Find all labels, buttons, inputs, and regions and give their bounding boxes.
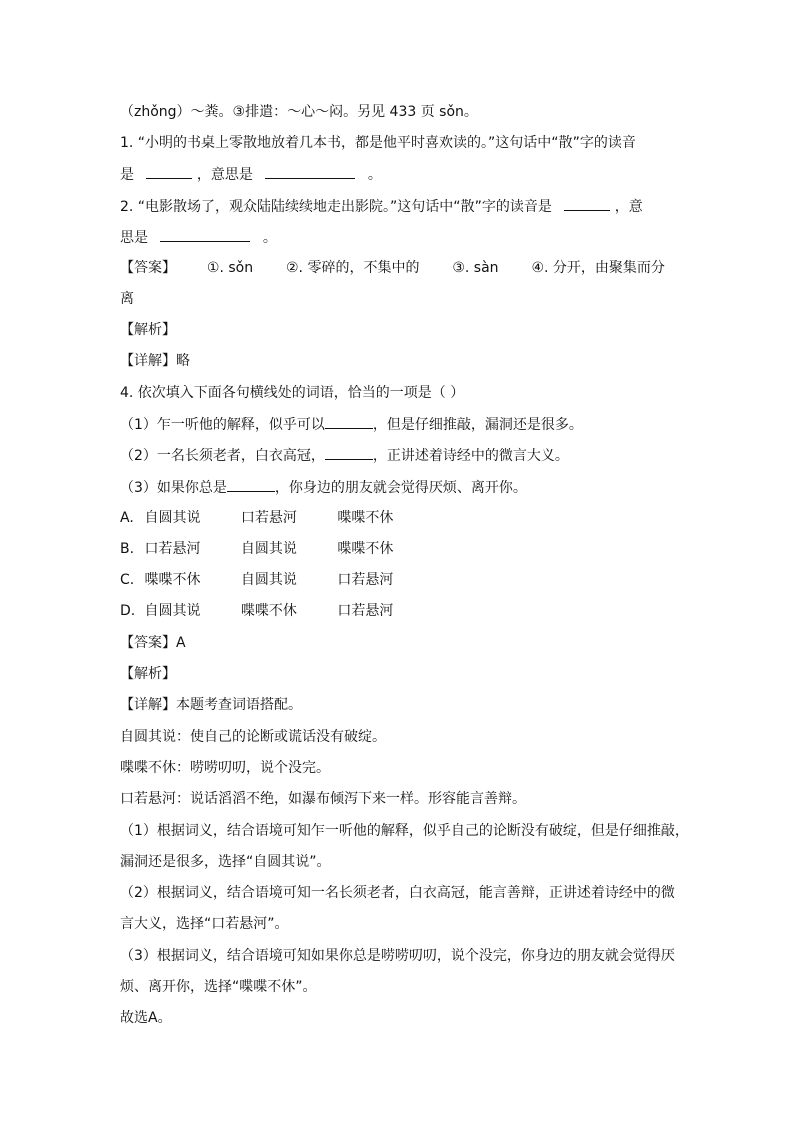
analysis-label: 【解析】 (120, 666, 176, 682)
explanation-1-cont: 漏洞还是很多，选择“自圆其说”。 (120, 854, 331, 870)
text: （1）乍一听他的解释，似乎可以 (120, 417, 325, 433)
text: 是 (120, 167, 134, 183)
option-d (120, 601, 393, 621)
question-2-line-1 (120, 196, 643, 217)
answer-blank (160, 227, 250, 242)
option-word: 口若悬河 (144, 541, 201, 557)
answer-part: ①. sǒn (206, 260, 254, 276)
question-1-line-2 (120, 164, 382, 185)
explanation-3: （3）根据词义，结合语境可知如果你总是唠唠叨叨，说个没完，你身边的朋友就会觉得厌 (120, 948, 675, 964)
definition-1: 自圆其说：使自己的论断或谎话没有破绽。 (120, 729, 386, 745)
text: ，意 (614, 199, 643, 215)
answer-blank (325, 445, 373, 460)
answer-part: ④. 分开，由聚集而分 (531, 260, 665, 276)
answer-blank (564, 196, 610, 211)
option-word: 自圆其说 (144, 510, 201, 526)
answer-part: ③. sàn (452, 260, 499, 276)
answer-4: 【答案】A (120, 635, 186, 651)
option-label: B. (120, 541, 135, 557)
answer-blank (227, 477, 275, 492)
analysis-label: 【解析】 (120, 322, 176, 338)
detail-label: 【详解】本题考查词语搭配。 (120, 697, 302, 713)
answer-1-cont: 离 (120, 291, 134, 307)
option-label: D. (120, 603, 136, 619)
option-word: 口若悬河 (337, 572, 394, 588)
option-c (120, 570, 393, 590)
option-word: 喋喋不休 (144, 572, 201, 588)
question-4-sentence-3 (120, 477, 527, 498)
text: ，意思是 (196, 167, 253, 183)
option-label: A. (120, 510, 134, 526)
text: （3）如果你总是 (120, 480, 227, 496)
option-word: 喋喋不休 (240, 603, 297, 619)
text: ，你身边的朋友就会觉得厌烦、离开你。 (274, 480, 527, 496)
option-word: 自圆其说 (240, 572, 297, 588)
answer-part: ②. 零碎的，不集中的 (286, 260, 420, 276)
option-a (120, 508, 393, 528)
text: 思是 (120, 230, 148, 246)
option-word: 自圆其说 (240, 541, 297, 557)
answer-blank (325, 414, 373, 429)
text: ，但是仔细推敲，漏洞还是很多。 (372, 417, 583, 433)
question-4: 4. 依次填入下面各句横线处的词语，恰当的一项是（ ） (120, 385, 465, 401)
definition-3: 口若悬河：说话滔滔不绝，如瀑布倾泻下来一样。形容能言善辩。 (120, 791, 526, 807)
answer-1-line (120, 258, 665, 278)
text: 2. “电影散场了，观众陆陆续续地走出影院。”这句话中“散”字的读音是 (120, 199, 552, 215)
answer-blank (265, 164, 355, 179)
text: 。 (367, 167, 382, 183)
final-answer: 故选A。 (120, 1010, 172, 1026)
option-word: 自圆其说 (144, 603, 201, 619)
text: （2）一名长须老者，白衣高冠， (120, 448, 325, 464)
text: ，正讲述着诗经中的微言大义。 (372, 448, 569, 464)
explanation-2-cont: 言大义，选择“口若悬河”。 (120, 916, 289, 932)
option-word: 喋喋不休 (337, 510, 394, 526)
question-4-sentence-1 (120, 414, 583, 435)
text: 。 (262, 230, 277, 246)
option-label: C. (120, 572, 135, 588)
text-line: （zhǒng）～粪。③排遣：～心～闷。另见 433 页 sǒn。 (120, 104, 478, 120)
definition-2: 喋喋不休：唠唠叨叨，说个没完。 (120, 760, 330, 776)
option-word: 口若悬河 (240, 510, 297, 526)
detail-label: 【详解】略 (120, 353, 190, 369)
option-b (120, 539, 393, 559)
option-word: 喋喋不休 (337, 541, 394, 557)
explanation-2: （2）根据词义，结合语境可知一名长须老者，白衣高冠，能言善辩，正讲述着诗经中的微 (120, 885, 675, 901)
question-2-line-2 (120, 227, 277, 248)
option-word: 口若悬河 (337, 603, 394, 619)
answer-label: 【答案】 (120, 260, 176, 276)
question-4-sentence-2 (120, 445, 569, 466)
explanation-1: （1）根据词义，结合语境可知乍一听他的解释，似乎自己的论断没有破绽，但是仔细推敲， (120, 823, 689, 839)
explanation-3-cont: 烦、离开你，选择“喋喋不休”。 (120, 979, 317, 995)
question-1-line-1: 1. “小明的书桌上零散地放着几本书，都是他平时喜欢读的。”这句话中“散”字的读音 (120, 135, 636, 151)
answer-blank (146, 164, 192, 179)
